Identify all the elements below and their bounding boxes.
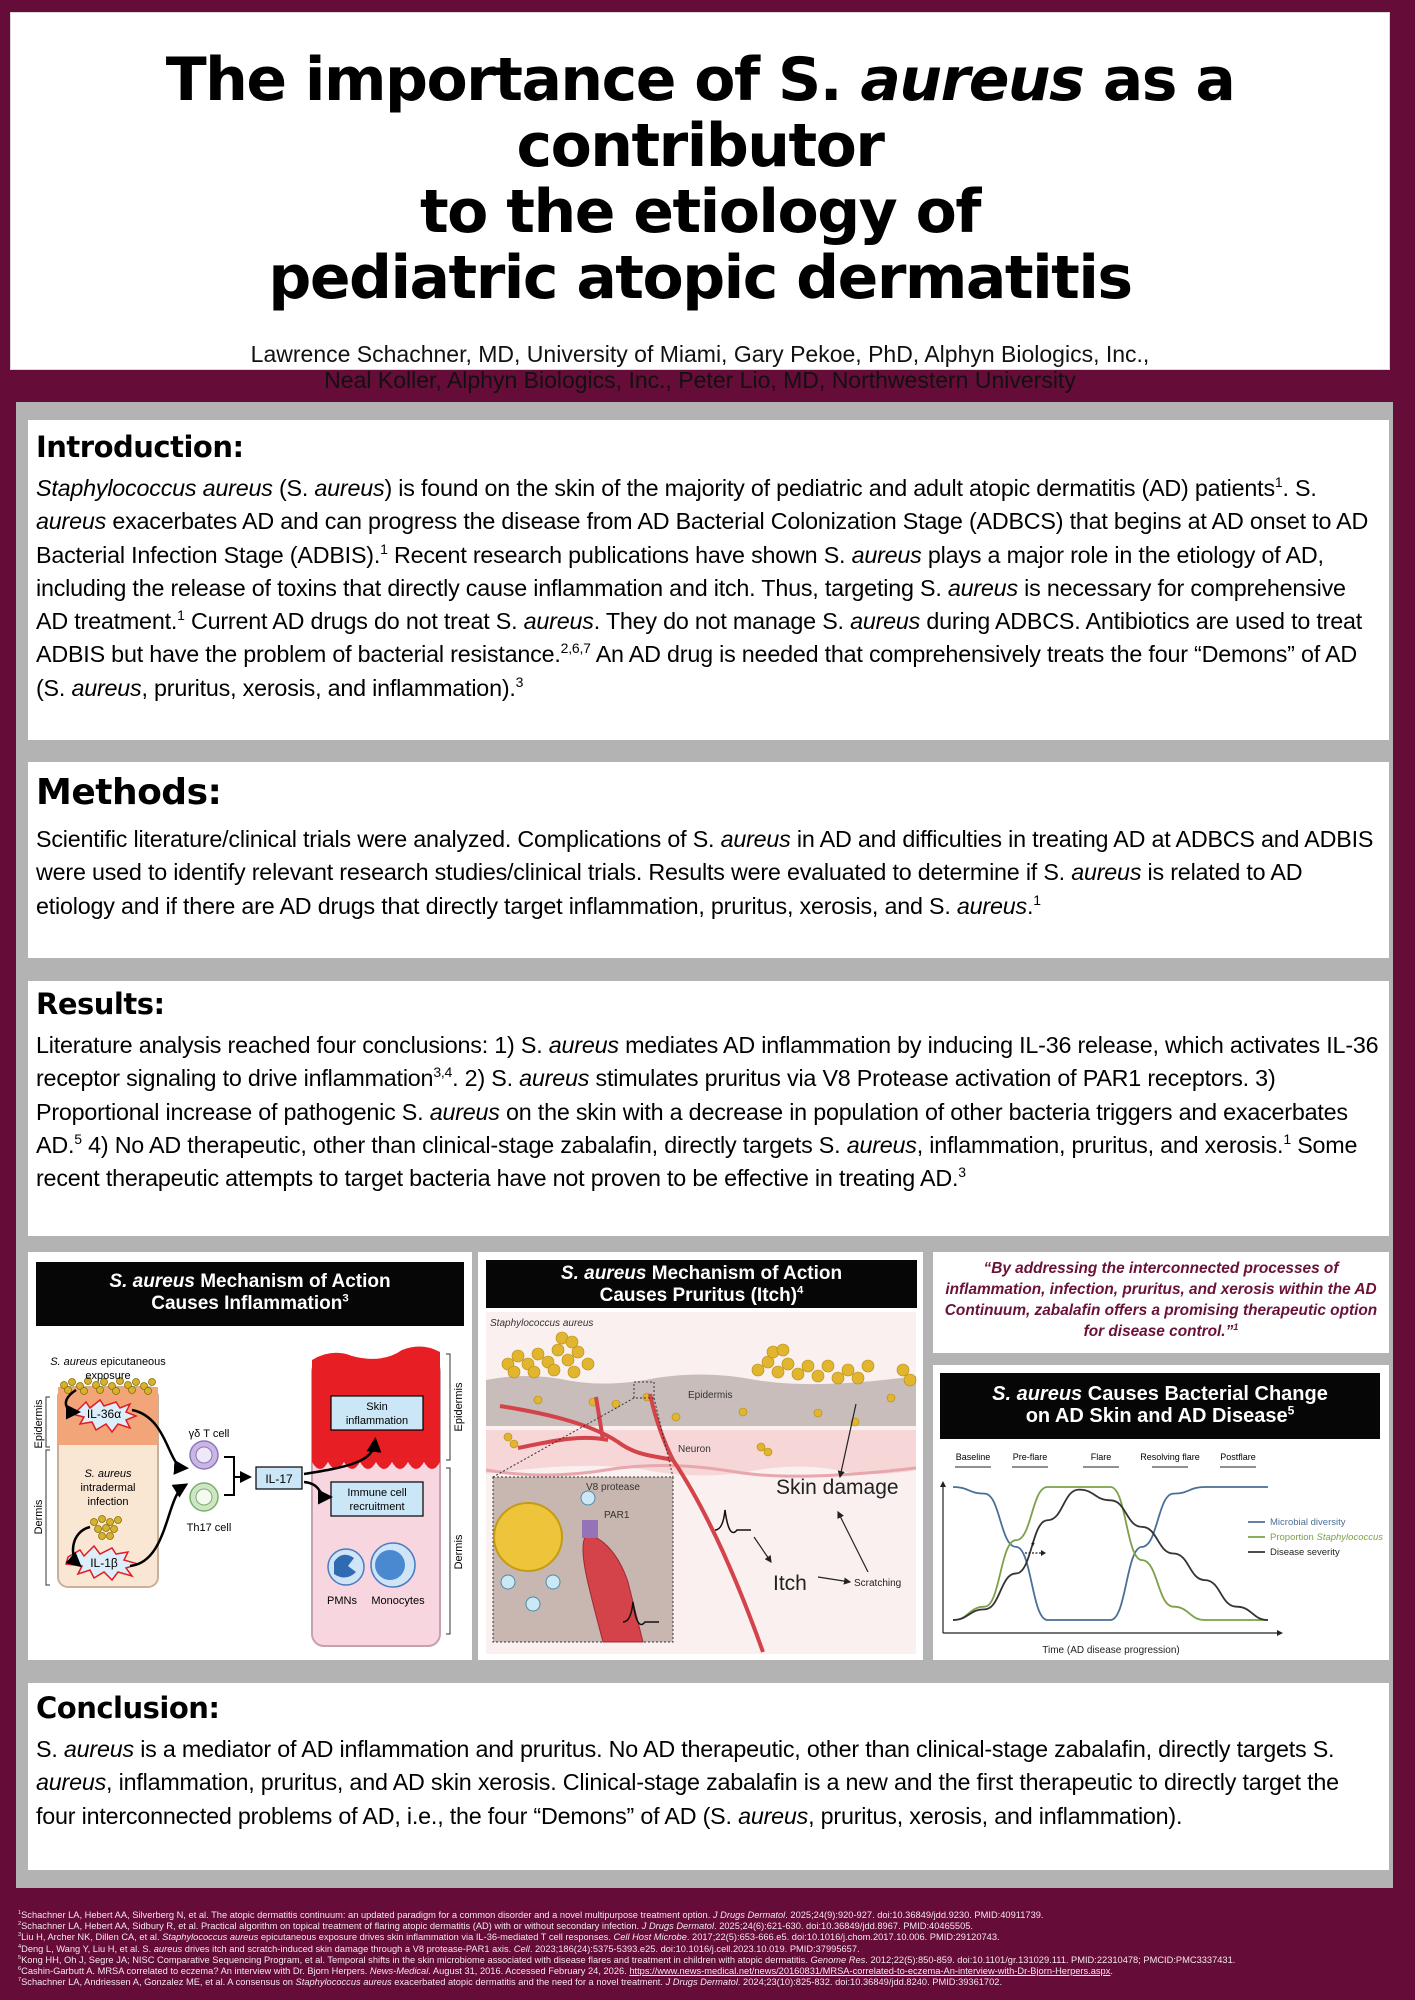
- quote-box: [933, 1252, 1389, 1353]
- phase-labels: [955, 1452, 1256, 1467]
- methods-section: [28, 762, 1389, 958]
- introduction-text: Staphylococcus aureus (S. aureus) is found on the skin of the majority of pediatric and adult atopic dermatitis (AD) patients$^1$. S. aureus exacerbates AD and can progress the disease from AD Bacterial Colonization Stage (ADBCS) that begins at AD onset to AD Bacterial Infection Stage (ADBIS).$^1$ Recent research publications have shown S. aureus plays a major role in the etiology of AD, including the release of toxins that directly cause inflammation and itch. Thus, targeting S. aureus is necessary for comprehensive AD treatment.$^1$ Current AD drugs do not treat S. aureus. They do not manage S. aureus during ADBCS. Antibiotics are used to treat ADBIS but have the problem of bacterial resistance.$^{2,6,7}$ An AD drug is needed that comprehensively treats the four “Demons” of AD (S. aureus, pruritus, xerosis, and inflammation).$^3$: [36, 474, 1369, 701]
- fig-title-line2: on AD Skin and AD Disease: [1025, 1405, 1288, 1427]
- title-pre: The importance of: [165, 45, 779, 115]
- figure-pruritus-title: [486, 1260, 917, 1308]
- infection-label-1: S. aureus: [84, 1468, 132, 1480]
- par1-label: PAR1: [604, 1510, 630, 1521]
- fig-title-sup: 3: [342, 1292, 349, 1305]
- quote-sup: 1: [1233, 1321, 1239, 1332]
- exposure-label-2: exposure: [85, 1370, 131, 1382]
- poster-title: [11, 47, 1389, 311]
- il17-label: IL-17: [265, 1472, 293, 1486]
- reference-item: $^4$Deng L, Wang Y, Liu H, et al. S. aureus drives itch and scratch-induced skin damage through a V8 protease-PAR1 axis. Cell. 2023;186(24):5375-5393.e25. doi:10.1016/j.cell.2023.10.019. PMID:37995657.: [18, 1943, 860, 1954]
- authors: [11, 341, 1389, 393]
- introduction-section: [28, 420, 1389, 740]
- content-panel: [16, 402, 1393, 1888]
- figure-bacterial-change: [933, 1365, 1389, 1660]
- infection-label-2: intradermal: [80, 1482, 136, 1494]
- gd-t-cell-label: γδ T cell: [188, 1428, 230, 1440]
- fig-title-rest: Causes Bacterial Change: [1082, 1383, 1328, 1405]
- fig-title-line2: Causes Inflammation: [151, 1293, 343, 1314]
- authors-line-1: Lawrence Schachner, MD, University of Miami, Gary Pekoe, PhD, Alphyn Biologics, Inc.,: [250, 341, 1150, 367]
- reference-item: $^1$Schachner LA, Hebert AA, Silverberg N, et al. The atopic dermatitis continuum: an updated paradigm for a common disorder and a novel multipurpose treatment option. J Drugs Dermatol. 2025;24(9):920-927. doi:10.36849/jdd.9230. PMID:40911739.: [18, 1909, 1044, 1920]
- fig-title-italic: S. aureus: [560, 1263, 647, 1284]
- figure-pruritus: [478, 1252, 923, 1660]
- dermis-label-right: Dermis: [453, 1534, 465, 1570]
- il1b-label: IL-1β: [90, 1556, 118, 1570]
- reference-link[interactable]: https://www.news-medical.net/news/20160831/MRSA-correlated-to-eczema-An-interview-with-Dr-Bjorn-Herpers.aspx: [629, 1966, 1111, 1977]
- pmns-label: PMNs: [327, 1595, 357, 1607]
- series-line: [953, 1487, 1268, 1620]
- fig-title-rest: Mechanism of Action: [646, 1263, 843, 1284]
- bacterium-label: Staphylococcus aureus: [490, 1318, 594, 1329]
- infection-label-3: infection: [87, 1496, 129, 1508]
- methods-text: Scientific literature/clinical trials were analyzed. Complications of S. aureus in AD and difficulties in treating AD at ADBCS and ADBIS were used to identify relevant research studies/clinical trials. Results were evaluated to determine if S. aureus is related to AD etiology and if there are AD drugs that directly target inflammation, pruritus, xerosis, and S. aureus.$^1$: [36, 826, 1374, 919]
- phase-label: Postflare: [1220, 1452, 1256, 1462]
- series-line: [953, 1490, 1268, 1620]
- legend-item: Proportion Staphylococcus: [1270, 1532, 1384, 1543]
- monocytes-label: Monocytes: [371, 1595, 425, 1607]
- series-line: [953, 1487, 1268, 1620]
- fig-title-line2: Causes Pruritus (Itch): [599, 1285, 798, 1306]
- methods-heading: Methods:: [36, 772, 222, 813]
- reference-item: $^3$Liu H, Archer NK, Dillen CA, et al. Staphylococcus aureus epicutaneous exposure drives skin inflammation via IL-36-mediated T cell responses. Cell Host Microbe. 2017;22(5):653-666.e5. doi:10.1016/j.chom.2017.10.006. PMID:29120743.: [18, 1932, 1000, 1943]
- phase-label: Flare: [1090, 1452, 1112, 1462]
- authors-line-2: Neal Koller, Alphyn Biologics, Inc., Peter Lio, MD, Northwestern University: [324, 367, 1076, 393]
- phase-label: Baseline: [955, 1452, 991, 1462]
- reference-item: $^2$Schachner LA, Hebert AA, Sidbury R, et al. Practical algorithm on topical treatment of flaring atopic dermatitis (AD) with or without secondary infection. J Drugs Dermatol. 2025;24(6):621-630. doi:10.36849/jdd.8967. PMID:40465505.: [18, 1921, 974, 1932]
- epidermis-label: Epidermis: [688, 1390, 733, 1401]
- inflammation-diagram: [28, 1252, 472, 1660]
- title-post: as a contributor: [516, 45, 1235, 181]
- il36-label: IL-36α: [86, 1407, 122, 1421]
- fig-title-rest: Mechanism of Action: [194, 1271, 391, 1292]
- series-lines: [953, 1487, 1268, 1620]
- figure-inflammation: [28, 1252, 472, 1660]
- results-text: Literature analysis reached four conclusions: 1) S. aureus mediates AD inflammation by inducing IL-36 release, which activates IL-36 receptor signaling to drive inflammation$^{3,4}$. 2) S. aureus stimulates pruritus via V8 Protease activation of PAR1 receptors. 3) Proportional increase of pathogenic S. aureus on the skin with a decrease in population of other bacteria triggers and exacerbates AD.$^5$ 4) No AD therapeutic, other than clinical-stage zabalafin, directly targets S. aureus, inflammation, pruritus, and xerosis.$^1$ Some recent therapeutic attempts to target bacteria have not proven to be effective in treating AD.$^3$: [36, 1032, 1379, 1192]
- results-heading: Results:: [36, 987, 165, 1021]
- conclusion-text: S. aureus is a mediator of AD inflammation and pruritus. No AD therapeutic, other than clinical-stage zabalafin, directly targets S. aureus, inflammation, pruritus, and AD skin xerosis. Clinical-stage zabalafin is a new and the first therapeutic to directly target the four interconnected problems of AD, i.e., the four “Demons” of AD (S. aureus, pruritus, xerosis, and inflammation).: [36, 1736, 1339, 1829]
- fig-title-sup: 4: [797, 1284, 804, 1297]
- fig-title-italic: S. aureus: [992, 1383, 1083, 1405]
- skin-damage-label: Skin damage: [776, 1476, 899, 1499]
- title-line-1: [11, 47, 1389, 179]
- immune-recruitment-label-2: recruitment: [349, 1501, 405, 1513]
- legend-item: Disease severity: [1270, 1547, 1340, 1558]
- scratching-label: Scratching: [854, 1578, 902, 1589]
- title-line-2: to the etiology of: [420, 177, 980, 247]
- th17-cell-label: Th17 cell: [186, 1522, 232, 1534]
- skin-inflammation-label-1: Skin: [366, 1401, 388, 1413]
- reference-item[interactable]: $^6$Cashin-Garbutt A. MRSA correlated to eczema? An interview with Dr. Bjorn Herpers. News-Medical. August 31, 2016. Accessed February 24, 2026. https://www.news-medical.net/news/20160831/MRSA-correlated-to-eczema-An-interview-with-Dr-Bjorn-Herpers.aspx.: [18, 1965, 1113, 1977]
- references: [18, 1910, 1408, 1988]
- conclusion-heading: Conclusion:: [36, 1691, 220, 1725]
- par1-receptor: [582, 1520, 598, 1538]
- conclusion-section: [28, 1683, 1389, 1870]
- results-section: [28, 981, 1389, 1236]
- title-line-3: pediatric atopic dermatitis: [268, 243, 1132, 313]
- chart-legend: [1248, 1517, 1383, 1558]
- v8-protease-label: V8 protease: [586, 1482, 640, 1493]
- legend-item: Microbial diversity: [1270, 1517, 1346, 1528]
- phase-label: Pre-flare: [1012, 1452, 1048, 1462]
- bacterium-inset: [494, 1503, 562, 1571]
- skin-inflammation-label-2: inflammation: [345, 1415, 409, 1427]
- pruritus-diagram: [478, 1252, 923, 1660]
- dermis-label-left: Dermis: [33, 1499, 45, 1535]
- reference-item: $^7$Schachner LA, Andriessen A, Gonzalez ME, et al. A consensus on Staphylococcus aureus exacerbated atopic dermatitis and the need for a novel treatment. J Drugs Dermatol. 2024;23(10):825-832. doi:10.36849/jdd.8240. PMID:39361702.: [18, 1977, 1003, 1988]
- x-axis-label: Time (AD disease progression): [1042, 1645, 1180, 1656]
- fig-title-italic: S. aureus: [109, 1271, 195, 1292]
- phase-label: Resolving flare: [1140, 1452, 1200, 1462]
- quote-body: “By addressing the interconnected processes of inflammation, infection, pruritus, and xerosis within the AD Continuum, zabalafin offers a promising therapeutic option for disease control.”: [944, 1260, 1378, 1340]
- bacterial-change-chart: [933, 1365, 1389, 1660]
- chart-annotation: *: [1031, 1541, 1035, 1552]
- fig-title-sup: 5: [1287, 1403, 1295, 1418]
- neuron-label: Neuron: [678, 1444, 711, 1455]
- epidermis-label-left: Epidermis: [33, 1399, 45, 1449]
- itch-label: Itch: [773, 1572, 807, 1595]
- immune-recruitment-label-1: Immune cell: [347, 1487, 407, 1499]
- quote-text: [939, 1258, 1383, 1342]
- reference-item: $^5$Kong HH, Oh J, Segre JA; NISC Comparative Sequencing Program, et al. Temporal shifts in the skin microbiome associated with disease flares and treatment in children with atopic dermatitis. Genome Res. 2012;22(5):850-859. doi:10.1101/gr.131029.111. PMID:22310478; PMCID:PMC3337431.: [18, 1954, 1236, 1965]
- title-species: aureus: [860, 45, 1084, 115]
- poster-header: [10, 12, 1390, 393]
- exposure-label: S. aureus epicutaneous: [50, 1356, 166, 1368]
- title-genus: S.: [778, 45, 861, 115]
- epidermis-label-right: Epidermis: [453, 1382, 465, 1432]
- introduction-heading: Introduction:: [36, 430, 244, 464]
